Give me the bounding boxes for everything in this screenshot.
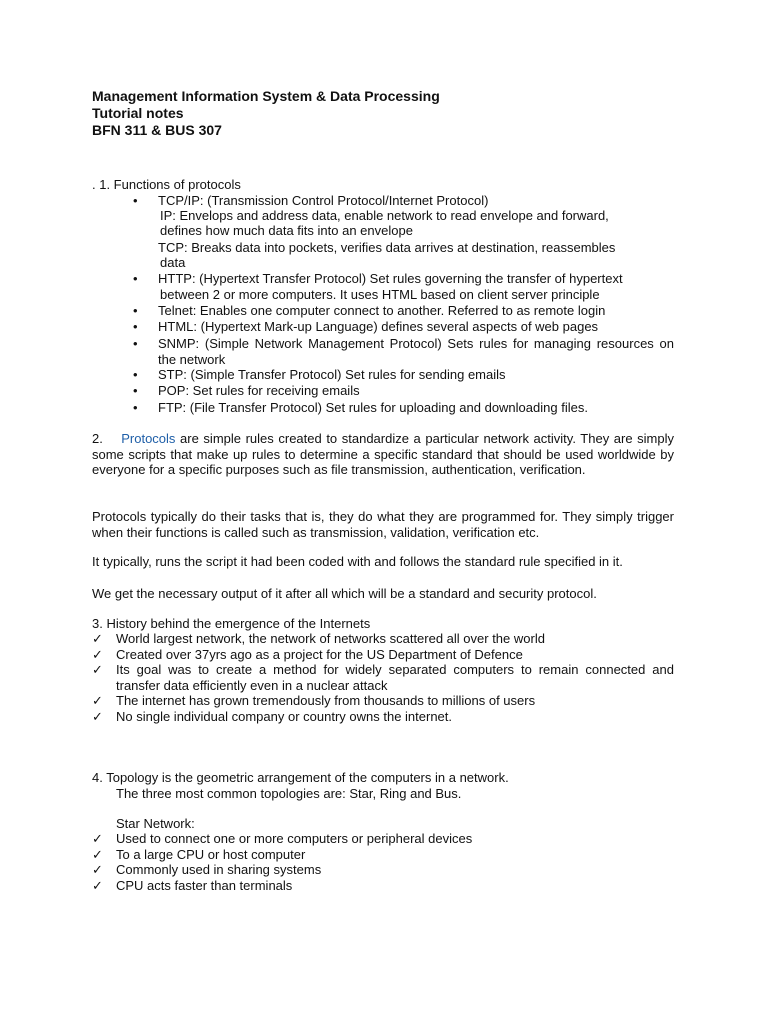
section2-number: 2. bbox=[92, 431, 103, 446]
section4-heading: 4. Topology is the geometric arrangement of the computers in a network. bbox=[92, 770, 509, 785]
check-icon: ✓ bbox=[92, 662, 103, 677]
list-item: World largest network, the network of networks scattered all over the world bbox=[116, 631, 545, 646]
check-icon: ✓ bbox=[92, 831, 103, 846]
list-item: No single individual company or country owns the internet. bbox=[116, 709, 453, 724]
bullet-icon: • bbox=[133, 400, 138, 415]
check-icon: ✓ bbox=[92, 862, 103, 877]
ip-line-1: IP: Envelops and address data, enable network to read envelope and forward, bbox=[160, 208, 609, 223]
ip-line-2: defines how much data fits into an envelope bbox=[160, 223, 413, 238]
section4-sub: The three most common topologies are: Star, Ring and Bus. bbox=[116, 786, 462, 801]
course-code: BFN 311 & BUS 307 bbox=[92, 122, 222, 138]
pop-line: POP: Set rules for receiving emails bbox=[158, 383, 360, 398]
check-icon: ✓ bbox=[92, 847, 103, 862]
list-item: To a large CPU or host computer bbox=[116, 847, 306, 862]
bullet-icon: • bbox=[133, 193, 138, 208]
section1-heading: . 1. Functions of protocols bbox=[92, 177, 241, 192]
section3-heading: 3. History behind the emergence of the Internets bbox=[92, 616, 371, 631]
bullet-icon: • bbox=[133, 336, 138, 351]
check-icon: ✓ bbox=[92, 709, 103, 724]
star-network-heading: Star Network: bbox=[116, 816, 195, 831]
bullet-icon: • bbox=[133, 319, 138, 334]
tcp-line-2: data bbox=[160, 255, 186, 270]
bullet-icon: • bbox=[133, 271, 138, 286]
check-icon: ✓ bbox=[92, 693, 103, 708]
list-item: CPU acts faster than terminals bbox=[116, 878, 293, 893]
list-item: Used to connect one or more computers or peripheral devices bbox=[116, 831, 473, 846]
http-line-1: HTTP: (Hypertext Transfer Protocol) Set rules governing the transfer of hypertext bbox=[158, 271, 623, 286]
snmp-line: SNMP: (Simple Network Management Protocol) Sets rules for managing resources on the network bbox=[158, 336, 674, 367]
paragraph-output: We get the necessary output of it after all which will be a standard and security protocol. bbox=[92, 586, 597, 601]
list-item: The internet has grown tremendously from thousands to millions of users bbox=[116, 693, 536, 708]
stp-line: STP: (Simple Transfer Protocol) Set rules for sending emails bbox=[158, 367, 506, 382]
list-item: Commonly used in sharing systems bbox=[116, 862, 322, 877]
check-icon: ✓ bbox=[92, 631, 103, 646]
tcpip-line: TCP/IP: (Transmission Control Protocol/Internet Protocol) bbox=[158, 193, 489, 208]
html-line: HTML: (Hypertext Mark-up Language) defines several aspects of web pages bbox=[158, 319, 599, 334]
bullet-icon: • bbox=[133, 367, 138, 382]
http-line-2: between 2 or more computers. It uses HTML based on client server principle bbox=[160, 287, 600, 302]
list-item: Created over 37yrs ago as a project for the US Department of Defence bbox=[116, 647, 523, 662]
protocols-paragraph bbox=[92, 431, 674, 478]
paragraph-tasks: Protocols typically do their tasks that is, they do what they are programmed for. They simply trigger when their functions is called such as transmission, validation, verification etc. bbox=[92, 509, 674, 540]
check-icon: ✓ bbox=[92, 878, 103, 893]
ftp-line: FTP: (File Transfer Protocol) Set rules for uploading and downloading files. bbox=[158, 400, 588, 415]
telnet-line: Telnet: Enables one computer connect to another. Referred to as remote login bbox=[158, 303, 606, 318]
document-subtitle: Tutorial notes bbox=[92, 105, 184, 121]
list-item: Its goal was to create a method for widely separated computers to remain connected and transfer data efficiently even in a nuclear attack bbox=[116, 662, 674, 693]
protocols-link[interactable]: Protocols bbox=[121, 431, 176, 446]
bullet-icon: • bbox=[133, 383, 138, 398]
bullet-icon: • bbox=[133, 303, 138, 318]
document-title: Management Information System & Data Processing bbox=[92, 88, 440, 104]
protocols-paragraph-text: are simple rules created to standardize a particular network activity. They are simply some scripts that make up rules to determine a specific standard that should be used worldwide by everyone for a specific purposes such as file transmission, authentication, verification. bbox=[92, 431, 675, 478]
tcp-line-1: TCP: Breaks data into pockets, verifies data arrives at destination, reassembles bbox=[158, 240, 616, 255]
check-icon: ✓ bbox=[92, 647, 103, 662]
paragraph-script: It typically, runs the script it had been coded with and follows the standard rule specified in it. bbox=[92, 554, 623, 569]
